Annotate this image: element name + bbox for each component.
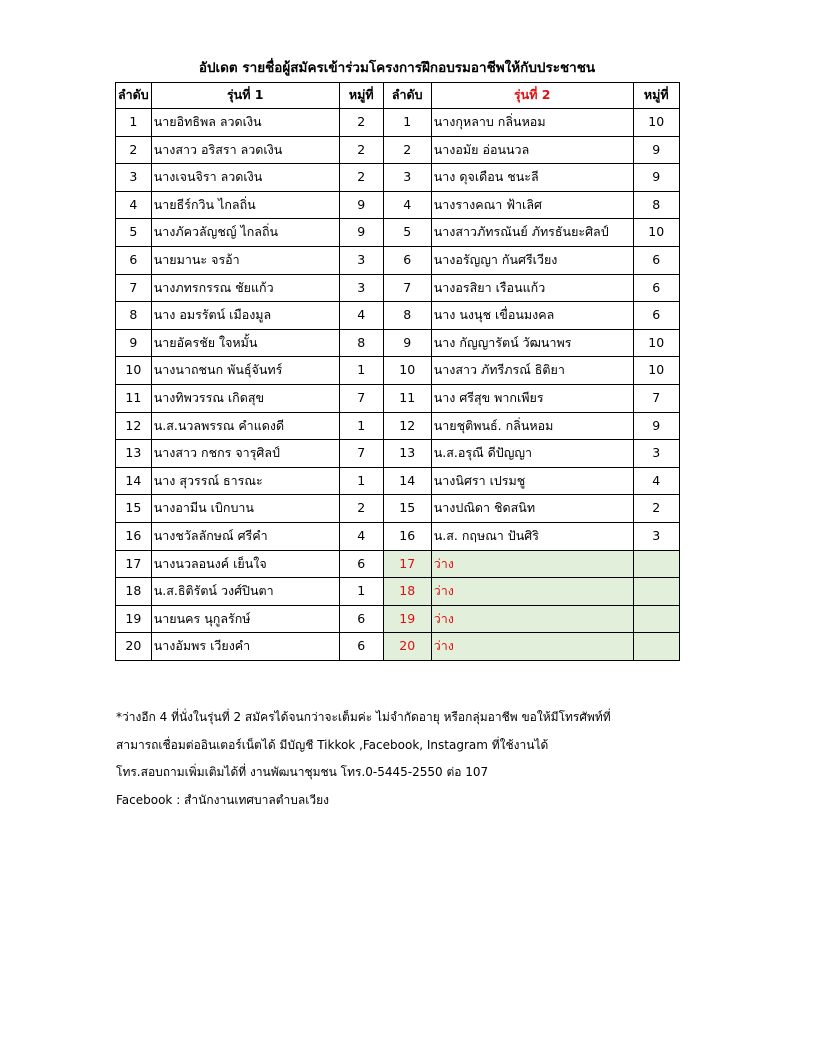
- row-number-batch1: 2: [116, 136, 152, 164]
- village-number-batch2: 10: [633, 329, 679, 357]
- participant-name-batch2: ว่าง: [431, 550, 633, 578]
- village-number-batch2: 4: [633, 467, 679, 495]
- table-row: [116, 136, 680, 164]
- village-number-batch1: 2: [339, 164, 383, 192]
- participant-name-batch1: นางเจนจิรา ลวดเงิน: [151, 164, 339, 192]
- participant-name-batch1: นาง อมรรัตน์ เมืองมูล: [151, 302, 339, 330]
- row-number-batch2: 11: [383, 384, 431, 412]
- participant-name-batch1: นางชวัลลักษณ์ ศรีคำ: [151, 522, 339, 550]
- registration-table: [115, 82, 680, 661]
- participant-name-batch2: นางอรัญญา กันศรีเวียง: [431, 246, 633, 274]
- row-number-batch2: 7: [383, 274, 431, 302]
- village-number-batch1: 3: [339, 274, 383, 302]
- header-batch1: รุ่นที่ 1: [151, 83, 339, 109]
- village-number-batch2: 10: [633, 109, 679, 137]
- table-row: [116, 633, 680, 661]
- participant-name-batch2: นาง นงนุช เขื่อนมงคล: [431, 302, 633, 330]
- participant-name-batch2: ว่าง: [431, 578, 633, 606]
- village-number-batch2: 9: [633, 164, 679, 192]
- row-number-batch1: 5: [116, 219, 152, 247]
- row-number-batch1: 7: [116, 274, 152, 302]
- village-number-batch2: 10: [633, 357, 679, 385]
- document-title: อัปเดต รายชื่อผู้สมัครเข้าร่วมโครงการฝึกอบรมอาชีพให้กับประชาชน: [198, 60, 596, 76]
- participant-name-batch2: นาง ดุจเดือน ชนะลี: [431, 164, 633, 192]
- note-line-contact-phone: โทร.สอบถามเพิ่มเติมได้ที่ งานพัฒนาชุมชน โทร.0-5445-2550 ต่อ 107: [116, 765, 489, 779]
- notes-section: [116, 704, 611, 814]
- village-number-batch2: 9: [633, 136, 679, 164]
- table-row: [116, 191, 680, 219]
- village-number-batch2: 2: [633, 495, 679, 523]
- participant-name-batch1: นางนวลอนงค์ เย็นใจ: [151, 550, 339, 578]
- row-number-batch2: 12: [383, 412, 431, 440]
- participant-name-batch1: นาง สุวรรณ์ ธารณะ: [151, 467, 339, 495]
- village-number-batch1: 6: [339, 633, 383, 661]
- village-number-batch1: 2: [339, 495, 383, 523]
- row-number-batch1: 13: [116, 440, 152, 468]
- table-row: [116, 274, 680, 302]
- row-number-batch1: 3: [116, 164, 152, 192]
- row-number-batch2: 3: [383, 164, 431, 192]
- participant-name-batch2: นางนิศรา เปรมชู: [431, 467, 633, 495]
- row-number-batch1: 10: [116, 357, 152, 385]
- row-number-batch2: 13: [383, 440, 431, 468]
- village-number-batch1: 4: [339, 302, 383, 330]
- row-number-batch1: 4: [116, 191, 152, 219]
- village-number-batch2: [633, 550, 679, 578]
- table-row: [116, 302, 680, 330]
- table-row: [116, 550, 680, 578]
- row-number-batch1: 12: [116, 412, 152, 440]
- participant-name-batch1: น.ส.ธิติรัตน์ วงศ์ปินตา: [151, 578, 339, 606]
- row-number-batch1: 15: [116, 495, 152, 523]
- header-batch2: รุ่นที่ 2: [431, 83, 633, 109]
- table-row: [116, 495, 680, 523]
- village-number-batch2: 6: [633, 246, 679, 274]
- table-row: [116, 246, 680, 274]
- participant-name-batch2: ว่าง: [431, 633, 633, 661]
- village-number-batch1: 6: [339, 605, 383, 633]
- participant-name-batch2: นางสาวภัทรณันย์ ภัทรธันยะศิลป์: [431, 219, 633, 247]
- table-row: [116, 578, 680, 606]
- participant-name-batch1: นางภัควลัญชญ์ ไกลถิ่น: [151, 219, 339, 247]
- participant-name-batch1: นางอามีน เบิกบาน: [151, 495, 339, 523]
- village-number-batch2: [633, 605, 679, 633]
- participant-name-batch1: นายมานะ จรอ้า: [151, 246, 339, 274]
- row-number-batch2: 6: [383, 246, 431, 274]
- table-row: [116, 329, 680, 357]
- participant-name-batch1: นายธีร์กวิน ไกลถิ่น: [151, 191, 339, 219]
- row-number-batch1: 6: [116, 246, 152, 274]
- row-number-batch2: 10: [383, 357, 431, 385]
- village-number-batch1: 6: [339, 550, 383, 578]
- table-row: [116, 605, 680, 633]
- village-number-batch2: 6: [633, 302, 679, 330]
- row-number-batch1: 9: [116, 329, 152, 357]
- row-number-batch2: 2: [383, 136, 431, 164]
- row-number-batch2: 4: [383, 191, 431, 219]
- row-number-batch2: 1: [383, 109, 431, 137]
- village-number-batch2: 10: [633, 219, 679, 247]
- village-number-batch1: 1: [339, 578, 383, 606]
- header-village-batch1: หมู่ที่: [339, 83, 383, 109]
- row-number-batch2: 8: [383, 302, 431, 330]
- participant-name-batch1: นางนาถชนก พันธุ์จันทร์: [151, 357, 339, 385]
- row-number-batch1: 17: [116, 550, 152, 578]
- row-number-batch2: 16: [383, 522, 431, 550]
- participant-name-batch1: นายอิทธิพล ลวดเงิน: [151, 109, 339, 137]
- village-number-batch1: 8: [339, 329, 383, 357]
- village-number-batch1: 2: [339, 109, 383, 137]
- table-row: [116, 357, 680, 385]
- row-number-batch2: 9: [383, 329, 431, 357]
- village-number-batch1: 9: [339, 191, 383, 219]
- participant-name-batch2: นาง ศรีสุข พากเพียร: [431, 384, 633, 412]
- participant-name-batch1: นายอัครชัย ใจหมั้น: [151, 329, 339, 357]
- participant-name-batch1: นางภทรกรรณ ชัยแก้ว: [151, 274, 339, 302]
- village-number-batch1: 1: [339, 357, 383, 385]
- village-number-batch2: 6: [633, 274, 679, 302]
- row-number-batch2: 14: [383, 467, 431, 495]
- note-line-facebook: Facebook : สำนักงานเทศบาลตำบลเวียง: [116, 792, 329, 807]
- village-number-batch1: 1: [339, 412, 383, 440]
- row-number-batch2: 15: [383, 495, 431, 523]
- row-number-batch1: 11: [116, 384, 152, 412]
- village-number-batch1: 2: [339, 136, 383, 164]
- table-row: [116, 164, 680, 192]
- participant-name-batch2: นางรางคณา ฟ้าเลิศ: [431, 191, 633, 219]
- table-header-row: [116, 83, 680, 109]
- village-number-batch2: 7: [633, 384, 679, 412]
- row-number-batch1: 8: [116, 302, 152, 330]
- header-village-batch2: หมู่ที่: [633, 83, 679, 109]
- header-no-batch2: ลำดับ: [383, 83, 431, 109]
- participant-name-batch2: นางสาว ภัทรีภรณ์ ธิติยา: [431, 357, 633, 385]
- participant-name-batch1: นางสาว กชกร จารุศิลป์: [151, 440, 339, 468]
- village-number-batch1: 4: [339, 522, 383, 550]
- row-number-batch2: 18: [383, 578, 431, 606]
- table-row: [116, 109, 680, 137]
- village-number-batch1: 7: [339, 384, 383, 412]
- participant-name-batch1: นางอัมพร เวียงคำ: [151, 633, 339, 661]
- village-number-batch2: 3: [633, 440, 679, 468]
- row-number-batch1: 18: [116, 578, 152, 606]
- village-number-batch1: 9: [339, 219, 383, 247]
- village-number-batch2: 8: [633, 191, 679, 219]
- village-number-batch2: [633, 633, 679, 661]
- village-number-batch1: 7: [339, 440, 383, 468]
- row-number-batch1: 16: [116, 522, 152, 550]
- table-row: [116, 522, 680, 550]
- participant-name-batch2: ว่าง: [431, 605, 633, 633]
- row-number-batch1: 20: [116, 633, 152, 661]
- note-line-availability: *ว่างอีก 4 ที่นั่งในรุ่นที่ 2 สมัครได้จนกว่าจะเต็มค่ะ ไม่จำกัดอายุ หรือกลุ่มอาชีพ ขอให้มีโทรศัพท์ที่: [116, 710, 611, 724]
- table-row: [116, 467, 680, 495]
- row-number-batch1: 14: [116, 467, 152, 495]
- village-number-batch2: 9: [633, 412, 679, 440]
- participant-name-batch1: นายนคร นุกูลรักษ์: [151, 605, 339, 633]
- participant-name-batch2: นาง กัญญารัตน์ วัฒนาพร: [431, 329, 633, 357]
- village-number-batch2: 3: [633, 522, 679, 550]
- village-number-batch1: 1: [339, 467, 383, 495]
- participant-name-batch2: นางปณิดา ชิดสนิท: [431, 495, 633, 523]
- table-row: [116, 384, 680, 412]
- row-number-batch2: 5: [383, 219, 431, 247]
- row-number-batch2: 20: [383, 633, 431, 661]
- participant-name-batch1: น.ส.นวลพรรณ คำแดงดี: [151, 412, 339, 440]
- village-number-batch1: 3: [339, 246, 383, 274]
- table-row: [116, 219, 680, 247]
- table-row: [116, 440, 680, 468]
- participant-name-batch2: นางอมัย อ่อนนวล: [431, 136, 633, 164]
- participant-name-batch2: น.ส.อรุณี ดีปัญญา: [431, 440, 633, 468]
- row-number-batch1: 19: [116, 605, 152, 633]
- row-number-batch1: 1: [116, 109, 152, 137]
- village-number-batch2: [633, 578, 679, 606]
- participant-name-batch1: นางสาว อริสรา ลวดเงิน: [151, 136, 339, 164]
- participant-name-batch2: นางกุหลาบ กลิ่นหอม: [431, 109, 633, 137]
- note-line-requirements: สามารถเชื่อมต่ออินเตอร์เน็ตได้ มีบัญชี Tikkok ,Facebook, Instagram ที่ใช้งานได้: [116, 737, 549, 752]
- participant-name-batch2: น.ส. กฤษณา ปันศิริ: [431, 522, 633, 550]
- row-number-batch2: 17: [383, 550, 431, 578]
- participant-name-batch2: นางอรสิยา เรือนแก้ว: [431, 274, 633, 302]
- row-number-batch2: 19: [383, 605, 431, 633]
- participant-name-batch1: นางทิพวรรณ เกิดสุข: [151, 384, 339, 412]
- participant-name-batch2: นายชุติพนธ์. กลิ่นหอม: [431, 412, 633, 440]
- header-no-batch1: ลำดับ: [116, 83, 152, 109]
- table-row: [116, 412, 680, 440]
